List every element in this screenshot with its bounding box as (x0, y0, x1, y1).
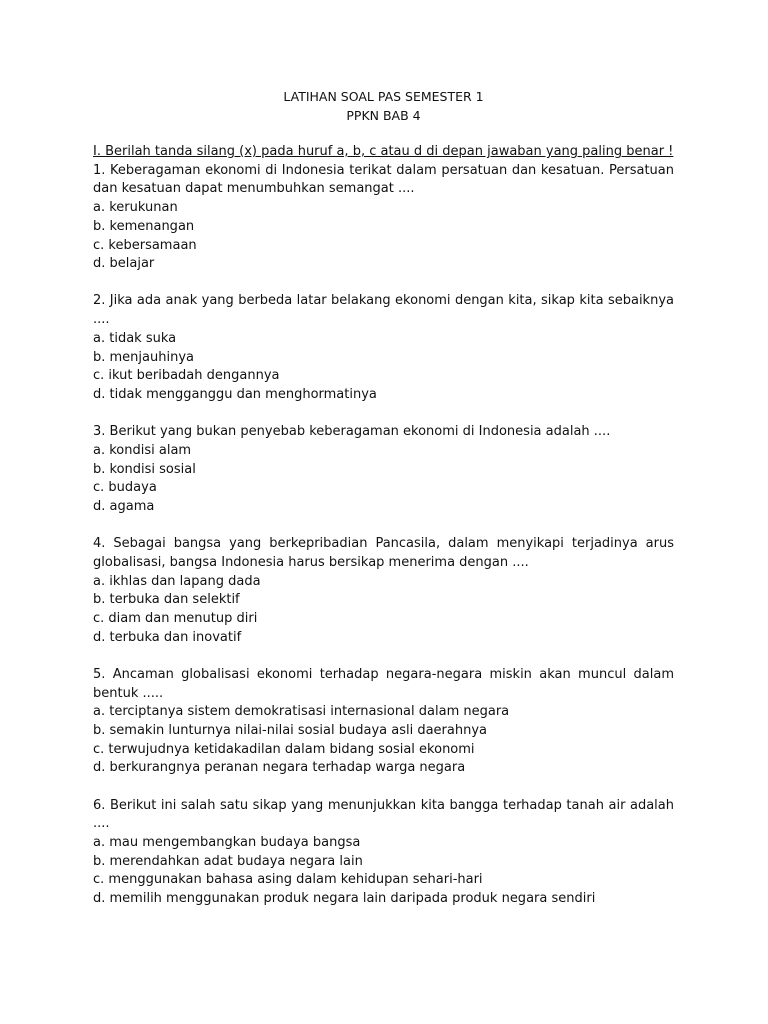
document-content (93, 88, 674, 927)
question-stem: 5. Ancaman globalisasi ekonomi terhadap negara-negara miskin akan muncul dalam bentuk ..... (93, 666, 674, 701)
option-b: b. menjauhinya (93, 349, 194, 365)
option-c: c. terwujudnya ketidakadilan dalam bidang sosial ekonomi (93, 741, 475, 757)
option-c: c. diam dan menutup diri (93, 610, 258, 626)
option-a: a. tidak suka (93, 330, 177, 346)
option-a: a. kerukunan (93, 200, 178, 216)
option-c: c. kebersamaan (93, 237, 197, 253)
option-d: d. belajar (93, 256, 155, 272)
page-title: LATIHAN SOAL PAS SEMESTER 1 (283, 89, 484, 104)
question-stem: 6. Berikut ini salah satu sikap yang menunjukkan kita bangga terhadap tanah air adalah .... (93, 797, 674, 832)
option-b: b. kemenangan (93, 218, 195, 234)
question-1 (93, 162, 674, 274)
option-a: a. mau mengembangkan budaya bangsa (93, 835, 361, 850)
option-d: d. memilih menggunakan produk negara lain daripada produk negara sendiri (93, 891, 596, 907)
question-3 (93, 423, 674, 517)
question-stem: 4. Sebagai bangsa yang berkepribadian Pancasila, dalam menyikapi terjadinya arus globalisasi, bangsa Indonesia harus bersikap menerima dengan .... (93, 536, 674, 570)
option-c: c. menggunakan bahasa asing dalam kehidupan sehari-hari (93, 872, 483, 888)
question-stem: 1. Keberagaman ekonomi di Indonesia terikat dalam persatuan dan kesatuan. Persatuan dan kesatuan dapat menumbuhkan semangat .... (93, 162, 674, 197)
question-stem: 2. Jika ada anak yang berbeda latar belakang ekonomi dengan kita, sikap kita sebaiknya .... (93, 293, 674, 328)
option-b: b. kondisi sosial (93, 461, 196, 477)
question-stem: 3. Berikut yang bukan penyebab keberagaman ekonomi di Indonesia adalah .... (93, 424, 611, 440)
question-6 (93, 797, 674, 909)
question-5 (93, 666, 674, 778)
title-block (93, 88, 674, 125)
option-b: b. terbuka dan selektif (93, 592, 240, 608)
question-4 (93, 535, 674, 647)
option-b: b. semakin lunturnya nilai-nilai sosial budaya asli daerahnya (93, 722, 487, 738)
question-2 (93, 292, 674, 404)
option-a: a. ikhlas dan lapang dada (93, 573, 261, 589)
option-c: c. budaya (93, 480, 157, 496)
option-a: a. terciptanya sistem demokratisasi internasional dalam negara (93, 704, 510, 720)
page-subtitle: PPKN BAB 4 (346, 107, 421, 123)
option-c: c. ikut beribadah dengannya (93, 368, 280, 384)
option-d: d. agama (93, 498, 155, 514)
instruction-text: I. Berilah tanda silang (x) pada huruf a, b, c atau d di depan jawaban yang paling benar ! (93, 144, 674, 159)
option-d: d. terbuka dan inovatif (93, 629, 242, 645)
option-d: d. tidak mengganggu dan menghormatinya (93, 386, 377, 402)
option-d: d. berkurangnya peranan negara terhadap warga negara (93, 760, 466, 776)
option-a: a. kondisi alam (93, 442, 192, 458)
option-b: b. merendahkan adat budaya negara lain (93, 853, 363, 869)
